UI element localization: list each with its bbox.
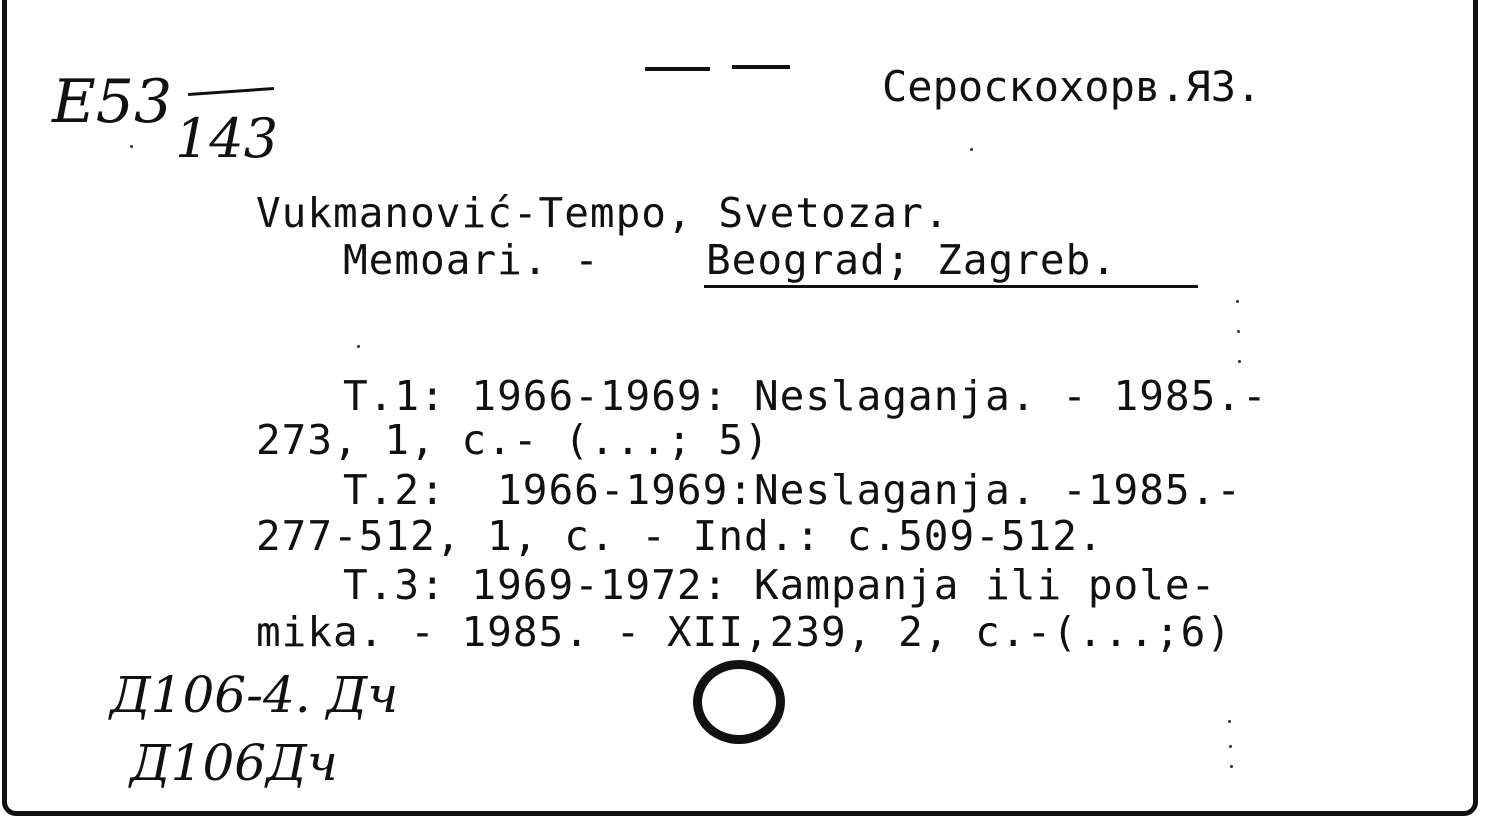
speck <box>357 345 360 348</box>
speck <box>1228 720 1231 723</box>
shelf-mark-2: Д106Дч <box>130 734 338 792</box>
speck <box>970 148 973 151</box>
card-hole <box>693 660 785 744</box>
speck <box>1229 745 1232 748</box>
speck <box>1230 765 1233 768</box>
speck <box>130 145 133 148</box>
title-line: Memoari. - <box>343 236 600 284</box>
publication-place: Beograd; Zagreb. <box>706 236 1117 284</box>
call-number-top: E53 <box>52 67 173 137</box>
header-dash-2 <box>732 65 790 69</box>
volume-1-line-1: T.1: 1966-1969: Neslaganja. - 1985.- <box>343 372 1268 420</box>
speck <box>1237 330 1240 333</box>
call-number-bottom: 143 <box>175 107 279 170</box>
volume-1-line-2: 273, 1, c.- (...; 5) <box>256 416 770 464</box>
volume-3-line-1: T.3: 1969-1972: Kampanja ili pole- <box>343 561 1217 609</box>
author-heading: Vukmanović-Tempo, Svetozar. <box>256 189 950 237</box>
speck <box>1236 300 1239 303</box>
location-note: Сероскохорв.Я3. <box>882 62 1262 111</box>
speck <box>1238 360 1241 363</box>
volume-2-line-2: 277-512, 1, c. - Ind.: c.509-512. <box>256 512 1104 560</box>
place-underline <box>704 285 1198 288</box>
header-dash-1 <box>645 67 710 71</box>
volume-2-line-1: T.2: 1966-1969:Neslaganja. -1985.- <box>343 466 1242 514</box>
volume-3-line-2: mika. - 1985. - XII,239, 2, c.-(...;6) <box>256 608 1232 656</box>
shelf-mark-1: Д106-4. Дч <box>110 666 399 724</box>
